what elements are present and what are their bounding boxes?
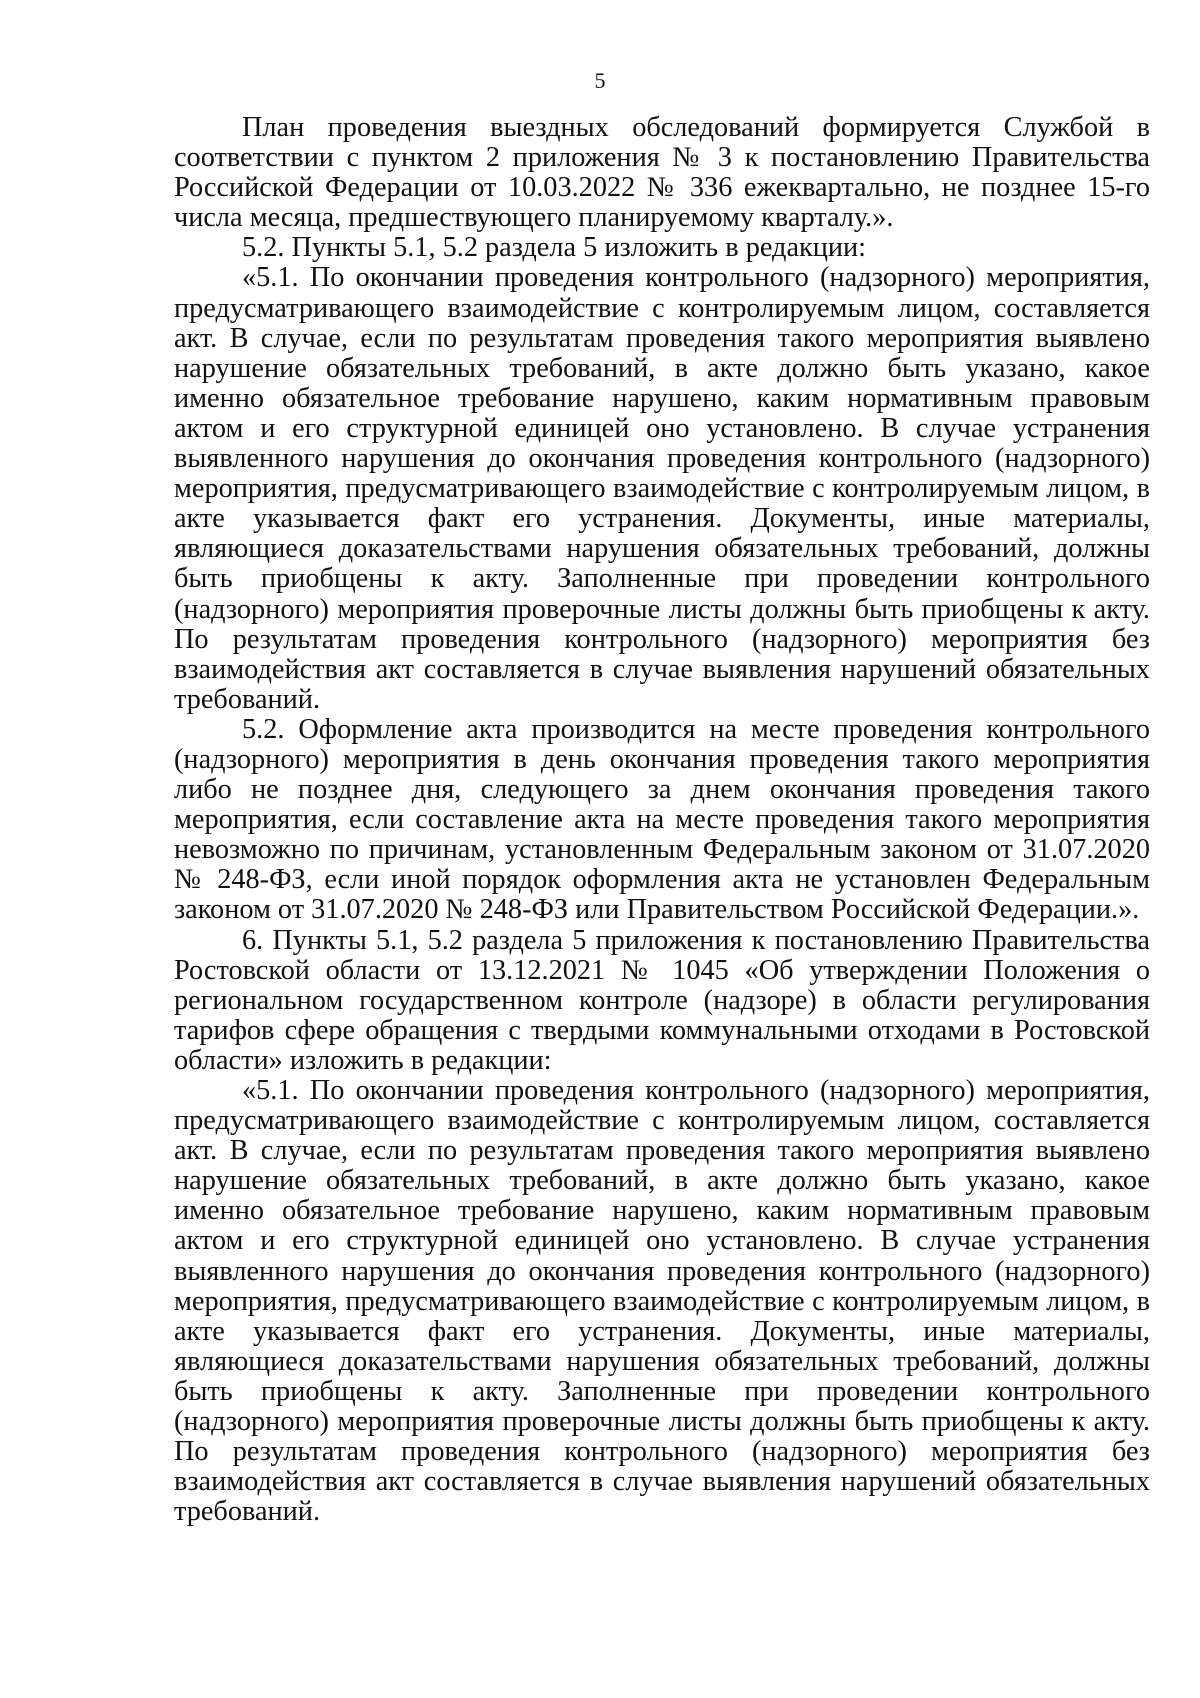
document-body [174, 113, 1150, 1527]
page-number: 5 [594, 68, 606, 93]
paragraph-plan-continuation: План проведения выездных обследований формируется Службой в соответствии с пунктом 2 приложения № 3 к постановлению Правительства Российской Федерации от 10.03.2022 № 336 ежеквартально, не позднее 15-го числа месяца, предшествующего планируемому кварталу.». [174, 112, 1150, 234]
paragraph-clause-5-2: 5.2. Оформление акта производится на месте проведения контрольного (надзорного) мероприятия в день окончания проведения такого мероприятия либо не позднее дня, следующего за днем окончания проведения такого мероприятия, если составление акта на месте проведения такого мероприятия невозможно по причинам, установленным Федеральным законом от 31.07.2020 № 248-ФЗ, если иной порядок оформления акта не установлен Федеральным законом от 31.07.2020 № 248-ФЗ или Правительством Российской Федерации.». [174, 713, 1150, 926]
paragraph-clause-5-1: «5.1. По окончании проведения контрольного (надзорного) мероприятия, предусматривающего взаимодействие с контролируемым лицом, составляется акт. В случае, если по результатам проведения такого мероприятия выявлено нарушение обязательных требований, в акте должно быть указано, какое именно обязательное требование нарушено, каким нормативным правовым актом и его структурной единицей оно установлено. В случае устранения выявленного нарушения до окончания проведения контрольного (надзорного) мероприятия, предусматривающего взаимодействие с контролируемым лицом, в акте указывается факт его устранения. Документы, иные материалы, являющиеся доказательствами нарушения обязательных требований, должны быть приобщены к акту. Заполненные при проведении контрольного (надзорного) мероприятия проверочные листы должны быть приобщены к акту. По результатам проведения контрольного (надзорного) мероприятия без взаимодействия акт составляется в случае выявления нарушений обязательных требований. [174, 262, 1150, 715]
paragraph-item-5-2-amendment: 5.2. Пункты 5.1, 5.2 раздела 5 изложить в редакции: [242, 232, 867, 264]
paragraph-clause-5-1-repeat: «5.1. По окончании проведения контрольного (надзорного) мероприятия, предусматривающего взаимодействие с контролируемым лицом, составляется акт. В случае, если по результатам проведения такого мероприятия выявлено нарушение обязательных требований, в акте должно быть указано, какое именно обязательное требование нарушено, каким нормативным правовым актом и его структурной единицей оно установлено. В случае устранения выявленного нарушения до окончания проведения контрольного (надзорного) мероприятия, предусматривающего взаимодействие с контролируемым лицом, в акте указывается факт его устранения. Документы, иные материалы, являющиеся доказательствами нарушения обязательных требований, должны быть приобщены к акту. Заполненные при проведении контрольного (надзорного) мероприятия проверочные листы должны быть приобщены к акту. По результатам проведения контрольного (надзорного) мероприятия без взаимодействия акт составляется в случае выявления нарушений обязательных требований. [174, 1075, 1150, 1528]
paragraph-item-6-amendment: 6. Пункты 5.1, 5.2 раздела 5 приложения к постановлению Правительства Ростовской области от 13.12.2021 № 1045 «Об утверждении Положения о региональном государственном контроле (надзоре) в области регулирования тарифов сфере обращения с твердыми коммунальными отходами в Ростовской области» изложить в редакции: [174, 924, 1150, 1076]
